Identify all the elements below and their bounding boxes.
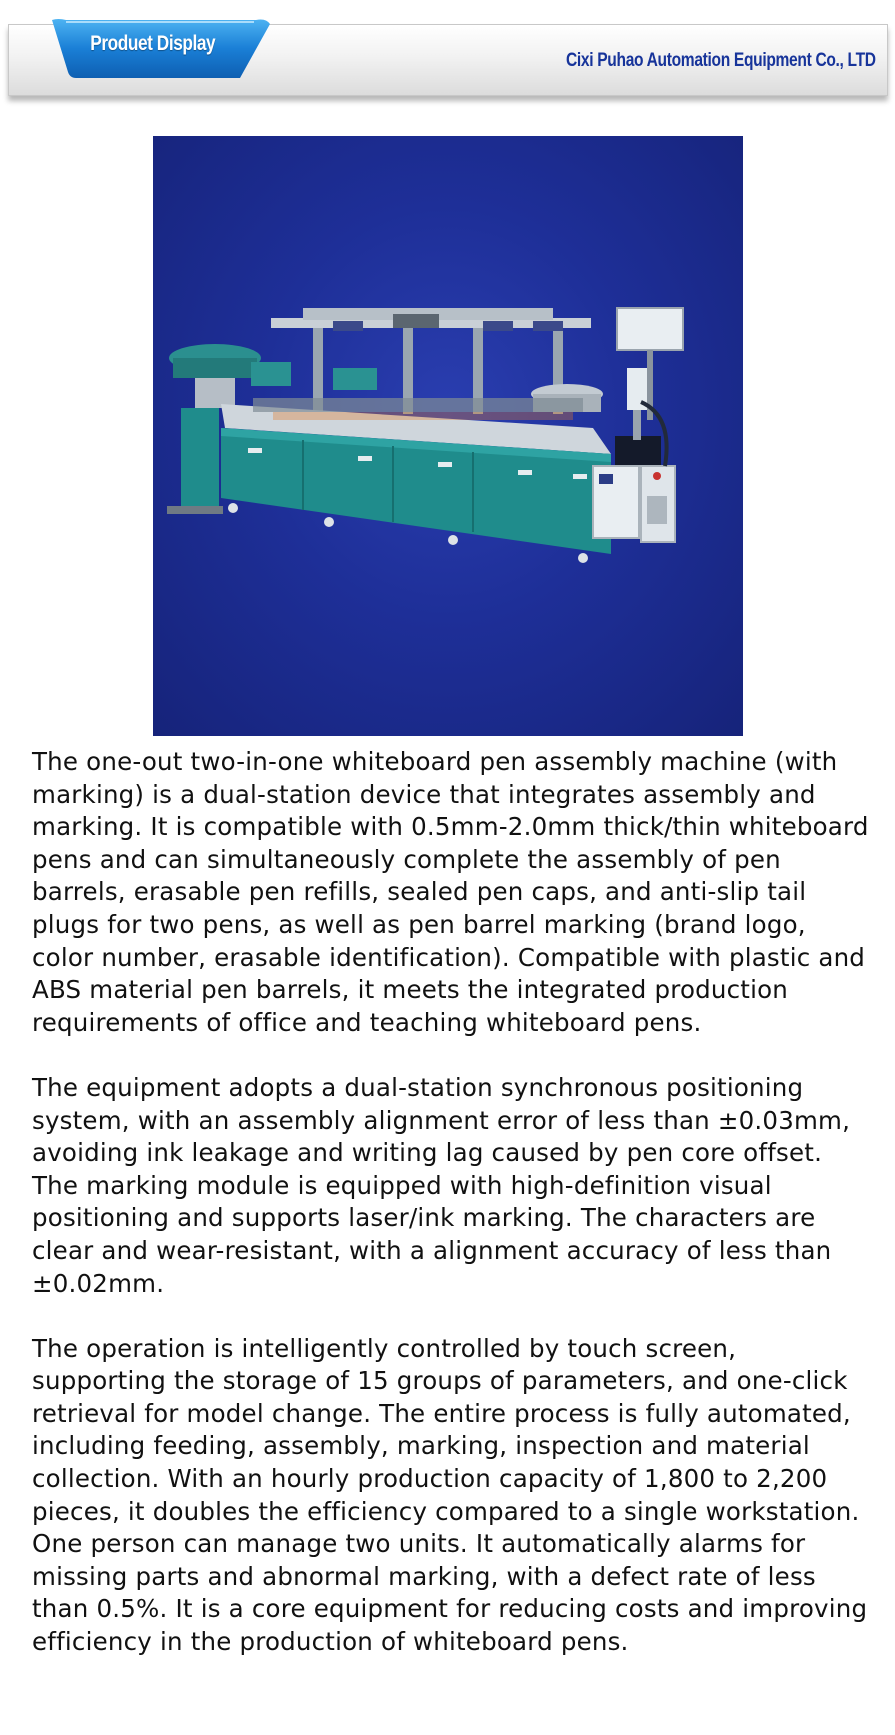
description-paragraph-3: The operation is intelligently controlled by touch screen, supporting the storage of 15 groups of parameters, and one-click retrieval for model change. The entire process is fully automated, including feeding, assembly, marking, inspection and material collection. With an hourly production capacity of 1,800 to 2,200 pieces, it doubles the efficiency compared to a single workstation. One person can manage two units. It automatically alarms for missing parts and abnormal marking, with a defect rate of less than 0.5%. It is a core equipment for reducing costs and improving efficiency in the production of whiteboard pens. bbox=[32, 1333, 868, 1657]
description-paragraph-1: The one-out two-in-one whiteboard pen assembly machine (with marking) is a dual-station device that integrates assembly and marking. It is compatible with 0.5mm-2.0mm thick/thin whiteboard pens and can simultaneously complete the assembly of pen barrels, erasable pen refills, sealed pen caps, and anti-slip tail plugs for two pens, as well as pen barrel marking (brand logo, color number, erasable identification). Compatible with plastic and ABS material pen barrels, it meets the integrated production requirements of office and teaching whiteboard pens. bbox=[32, 747, 869, 1037]
description-paragraph-2: The equipment adopts a dual-station synchronous positioning system, with an assembly alignment error of less than ±0.03mm, avoiding ink leakage and writing lag caused by pen core offset. The marking module is equipped with high-definition visual positioning and supports laser/ink marking. The characters are clear and wear-resistant, with a alignment accuracy of less than ±0.02mm. bbox=[32, 1072, 851, 1298]
product-description bbox=[32, 746, 872, 1691]
product-photo bbox=[153, 136, 743, 736]
product-display-tab bbox=[52, 18, 270, 80]
assembly-machine-photo-icon bbox=[153, 136, 743, 736]
company-name: Cixi Puhao Automation Equipment Co., LTD bbox=[566, 50, 876, 71]
tab-label: Produet Display bbox=[90, 32, 216, 55]
header-banner bbox=[8, 18, 886, 96]
